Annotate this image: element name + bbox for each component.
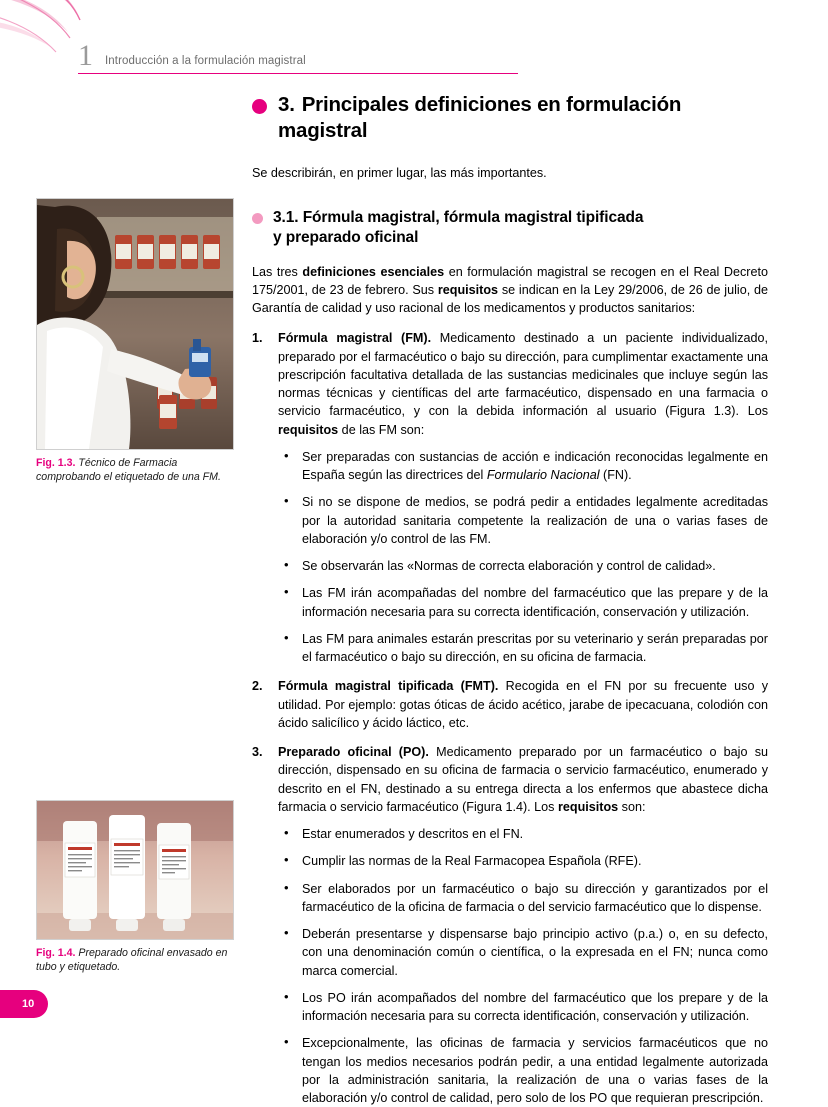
list-item [278,584,768,621]
definition-text-tail: son: [618,799,646,814]
bullet-dash-icon: • [284,825,289,841]
lead-text-3: se indican en la Ley 29/2006, de 26 de julio, de Garantía de calidad y uso racional de los medicamentos y productos sanitarios: [252,282,768,316]
definition-item [252,329,768,666]
definition-marker: 2. [252,679,263,694]
definition-term: Fórmula magistral tipificada (FMT). [278,679,499,694]
figure-1-3-caption [36,457,234,485]
definition-marker: 3. [252,745,263,760]
definition-marker: 1. [252,331,263,346]
figure-1-4-text: Preparado oficinal envasado en tubo y etiquetado. [36,947,228,973]
requirements-list [278,448,768,667]
page-number-tab [0,990,48,1018]
list-item [278,925,768,980]
figure-1-3-image [36,198,234,450]
list-item-text: Excepcionalmente, las oficinas de farmacia y servicios farmacéuticos que no tengan los medios necesarios podrán pedir, a una entidad legalmente autorizada por la administración sanitaria, la realización de una o varias fases de la elaboración y/o control de calidad, pero solo de los PO que requieran prescripción. [302,1036,768,1106]
section-bullet-icon [252,99,267,114]
definition-text: Recogida en el FN por su frecuente uso y utilidad. Por ejemplo: gotas óticas de ácido acético, jarabe de ipecacuana, colodión con ácido salicílico y ácido láctico, etc. [278,679,768,730]
figure-1-4-caption [36,947,234,975]
definition-term: Fórmula magistral (FM). [278,331,432,346]
bullet-dash-icon: • [284,629,289,645]
section-heading [252,92,768,143]
definition-text-tail: de las FM son: [338,422,425,437]
subsection-lead-paragraph [252,263,768,318]
chapter-number: 1 [78,39,93,72]
list-item [278,852,768,870]
list-item [278,630,768,667]
section-title-text: Principales definiciones en formulación magistral [278,93,682,142]
page-header [78,30,518,74]
section-title [278,92,768,143]
lead-bold-1: definiciones esenciales [302,264,445,279]
subsection-number: 3.1. [273,209,299,227]
bullet-dash-icon: • [284,1034,289,1050]
figure-1-4 [36,800,234,975]
bullet-dash-icon: • [284,925,289,941]
figure-1-4-image [36,800,234,940]
bullet-dash-icon: • [284,852,289,868]
list-item-text: Si no se dispone de medios, se podrá pedir a entidades legalmente acreditadas por la autoridad sanitaria competente la realización de una o varias fases de elaboración y/o control de las FM. [302,495,768,546]
list-item-text: Se observarán las «Normas de correcta elaboración y control de calidad». [302,559,716,574]
list-item [278,825,768,843]
requirements-list [278,825,768,1107]
bullet-dash-icon: • [284,988,289,1004]
list-item-text: Las FM para animales estarán prescritas por su veterinario y serán preparadas por el farmacéutico o bajo su dirección, en su oficina de farmacia. [302,631,768,665]
list-item [278,557,768,575]
list-item [278,989,768,1026]
list-item [278,880,768,917]
bullet-dash-icon: • [284,493,289,509]
main-content [252,92,768,1107]
subsection-bullet-icon [252,213,263,224]
list-item [278,493,768,548]
bullet-dash-icon: • [284,584,289,600]
definition-text-bold-tail: requisitos [557,799,619,814]
list-item-text: Ser preparadas con sustancias de acción e indicación reconocidas legalmente en España según las directrices del [302,449,768,483]
list-item-text: Ser elaborados por un farmacéutico o bajo su dirección y garantizados por el farmacéutico de la oficina de farmacia o del servicio farmacéutico que lo dispense. [302,881,768,914]
subsection-title-line1: Fórmula magistral, fórmula magistral tipificada [302,209,644,227]
section-number: 3. [278,93,295,116]
subsection-title [273,208,643,248]
definition-text: Medicamento destinado a un paciente individualizado, preparado por el farmacéutico o bajo su dirección, para cumplimentar exactamente una prescripción facultativa detallada de las sustancias medicinales que incluye según las normas técnicas y científicas del arte farmacéutico, dispensado en una farmacia o servicio farmacéutico, y con la debida información al usuario (Figura 1.3). Los [278,331,769,419]
list-item-text: Los PO irán acompañados del nombre del farmacéutico que los prepare y de la información necesaria para su correcta identificación, conservación y utilización. [302,990,768,1024]
list-item-text: Las FM irán acompañadas del nombre del farmacéutico que las prepare y de la información necesaria para su correcta identificación, conservación y utilización. [302,586,768,619]
definition-item [252,677,768,732]
list-item [278,448,768,485]
subsection-heading [252,208,768,248]
lead-text-1: Las tres [252,264,303,279]
lead-text-2: en formulación magistral se recogen en el Real Decreto 175/2001, de 23 de febrero. Sus [252,264,769,297]
list-item-text: Estar enumerados y descritos en el FN. [302,827,524,842]
definition-term: Preparado oficinal (PO). [278,745,429,760]
list-item [278,1034,768,1107]
page-number: 10 [22,998,35,1010]
bullet-dash-icon: • [284,879,289,895]
definition-text: Medicamento preparado por un farmacéutico o bajo su dirección, dispensado en su oficina de farmacia o servicio farmacéutico, enumerado y descrito en el FN, destinado a su entrega directa a los enfermos que abastece dicha farmacia o servicio farmacéutico (Figura 1.4). Los [278,745,768,814]
subsection-title-line2: y preparado oficinal [273,229,419,247]
figure-1-3 [36,198,234,485]
section-intro: Se describirán, en primer lugar, las más importantes. [252,166,547,181]
lead-bold-2: requisitos [437,282,499,297]
definition-text-bold-tail: requisitos [278,422,339,437]
figure-1-3-label: Fig. 1.3. [36,457,76,469]
chapter-title: Introducción a la formulación magistral [105,55,306,67]
list-item-text: Cumplir las normas de la Real Farmacopea Española (RFE). [302,854,642,869]
list-item-text: Deberán presentarse y dispensarse bajo principio activo (p.a.) o, en su defecto, con una denominación común o científica, o la expresada en el FN; nunca como marca comercial. [302,927,768,978]
bullet-dash-icon: • [284,557,289,573]
list-item-text-tail: (FN). [599,468,632,483]
list-item-italic: Formulario Nacional [486,468,600,483]
definition-item [252,743,768,1107]
definitions-list [252,329,768,1107]
figure-1-4-label: Fig. 1.4. [36,947,76,959]
figure-1-3-text: Técnico de Farmacia comprobando el etiquetado de una FM. [36,457,221,483]
bullet-dash-icon: • [284,447,289,463]
